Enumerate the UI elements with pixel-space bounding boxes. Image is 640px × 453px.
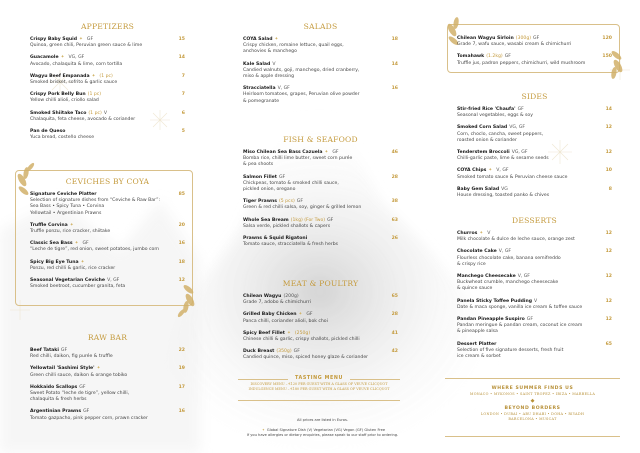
menu-item [457,187,612,199]
item-diet: GF [86,37,94,42]
item-price: 65 [605,341,612,347]
item-portion: (1 pc) [87,92,102,98]
section-title: MEAT & POULTRY [282,279,359,288]
item-description: Chilli-garlic paste, lime & sesame seeds [457,156,549,162]
menu-item [457,249,612,268]
star-icon: ✦ [287,330,291,336]
item-price: 10 [605,168,612,174]
item-description: chalaquita & fresh herbs [30,397,87,403]
item-diet: (200g) [283,294,299,299]
item-price: 14 [605,107,612,112]
tasting-line: DISCOVERY MENU – €120 PER GUEST WITH A GLASS OF VEUVE CLICQUOT [250,382,388,386]
item-name: Spicy Big Eye Tuna [30,259,79,265]
item-diet: GF [533,36,540,41]
item-portion: (300g) [515,36,532,41]
item-price: 26 [391,236,398,242]
item-description: Yuca bread, costeño cheese [30,135,95,141]
divider [350,379,400,380]
allergy-note: If you have allergies or dietary enquiries, please speak to our staff prior to ordering. [246,433,399,437]
item-name: Spicy Beef Fillet [243,330,285,336]
item-description: Candied walnuts, goji, manchego, dried cranberry, [243,67,360,73]
item-description: Bomba rice, chilli lime butter, sweet corn purée [243,156,353,162]
beyond-locations: LONDON • DUBAI • ABU DHABI • DOHA • RIYADH [480,412,585,416]
item-name: Chocolate Cake [457,249,497,255]
menu-item [457,299,612,311]
menu-item [457,168,612,180]
item-description: Red chilli, daikon, fig purée & truffle [30,354,113,360]
item-portion: (250g) [294,330,311,336]
item-description: Chickpeas, tomato & smoked chilli sauce, [243,180,339,186]
menu-item [243,199,398,211]
star-icon: ✦ [60,55,65,61]
item-diet: VG, GF [68,55,85,61]
menu-item [243,86,398,105]
item-price: 5 [181,129,185,135]
item-description: Sweet Potato “leche de tigre”, yellow chilli, [30,391,130,397]
section-meat [243,279,398,368]
item-name: COYA Salad [243,37,273,42]
menu-item [30,55,185,67]
item-price: 12 [605,298,612,304]
item-name: Guacamole [30,55,59,61]
item-price: 150 [602,54,612,60]
item-price: 65 [391,294,398,299]
item-description: Sea Bass • Spicy Tuna • Corvina [30,204,105,210]
item-name: Whole Sea Bream [243,217,289,223]
menu-item [30,192,185,217]
menu-item [457,107,612,119]
prices-note: All prices are listed in Euros. [296,418,348,422]
diet-legend: ✦ Global Signature Dish (V) Vegetarian (VG) Vegan (GF) Gluten Free [261,428,386,432]
item-diet: GF [83,409,90,415]
item-price: 15 [178,37,185,42]
menu-item [457,36,612,48]
item-description: & pomegranate [243,98,280,104]
menu-item [457,231,612,243]
item-name: Signature Ceviche Platter [30,192,97,197]
item-price: 22 [178,348,185,353]
star-icon: ✦ [69,222,74,228]
section-title: RAW BAR [87,333,128,342]
item-description: & pea shoots [243,162,274,168]
menu-item [457,274,612,293]
item-diet: V, GF [277,86,290,92]
item-diet: GF [526,317,533,323]
item-diet: V [272,61,276,67]
menu-item [243,312,398,324]
item-description: Pandan meringue & pandan cream, coconut ice cream [457,323,583,329]
item-description: Grade 7, adobo & chimichurri [243,300,311,306]
item-name: Truffle Corvina [30,222,68,228]
item-diet: GF [504,54,511,60]
item-description: Panca chilli, coriander alioli, bok choi [243,318,328,324]
item-name: Yellowtail 'Sashimi Style' [30,366,95,372]
item-name: Manchego Cheesecake [457,274,516,280]
item-diet: V, GF [498,249,512,255]
item-description: Smoked beetroot, cucumber granita, feta [30,284,126,290]
item-description: Date & maca sponge, vanilla ice cream & toffee sauce [457,304,583,310]
menu-item [457,125,612,144]
item-name: Kale Salad [243,61,271,67]
menu-item [30,37,185,49]
item-description: anchovies & manchego [243,49,297,55]
item-price: 14 [178,55,185,61]
item-description: & pineapple salsa [457,329,498,335]
section-ceviches [30,177,185,296]
item-description: Yellow chilli alioli, criollo salad [30,98,99,104]
item-description: pickled onion, oregano [243,187,296,193]
item-diet: VG [501,186,508,192]
menu-item [457,317,612,336]
item-diet: VG, GF [511,150,528,156]
item-price: 18 [391,37,398,42]
item-price: 63 [391,217,398,223]
item-name: Prawns & Squid Rigatoni [243,236,308,242]
diamond-icon: ◆ [530,398,535,404]
item-diet: V, GF [496,168,509,174]
item-name: Crispy Baby Squid [30,37,78,42]
item-description: Salsa verde, pickled shallots & capers [243,223,331,229]
menu-item [457,54,612,66]
divider [238,400,400,401]
tasting-title: TASTING MENU [295,376,343,381]
star-icon: ✦ [91,73,96,79]
item-name: Chilean Wagyu [243,294,282,299]
item-price: 16 [178,241,185,247]
menu-item [30,348,185,360]
menu-item [243,294,398,306]
star-icon: ✦ [96,366,101,372]
item-diet: V [487,231,491,236]
item-price: 41 [391,330,398,336]
item-price: 18 [178,259,185,265]
item-price: 8 [608,186,612,192]
item-description: Green chilli sauce, daikon & orange tobiko [30,372,128,378]
item-portion: (1.2kg) [486,54,503,60]
item-description: Buckwheat crumble, manchego cheesecake [457,280,559,286]
star-icon: ✦ [488,168,493,174]
item-description: Selection of five signature desserts, fresh fruit [457,347,564,353]
item-description: Quinoa, green chili, Peruvian green sauce & lime [30,43,143,49]
item-description: Candied quince, miso, spiced honey glaze & coriander [243,355,369,361]
beyond-locations: BARCELONA • MUSCAT [508,417,557,421]
item-diet: GF [327,217,334,223]
item-diet: GF [517,107,524,112]
menu-item [243,218,398,230]
menu-item [243,175,398,194]
menu-item [30,111,185,123]
menu-item [457,150,612,162]
item-diet: GF [278,174,286,180]
beyond-title: BEYOND BORDERS [504,406,561,411]
item-price: 42 [391,349,398,355]
item-description: Green & red chilli salsa, soy, ginger & grilled lemon [243,205,362,211]
item-diet: GF [82,241,89,247]
item-name: Smoked Shiitake Taco [30,110,87,116]
item-price: 12 [605,150,612,156]
menu-item [30,409,185,421]
item-description: miso & apple dressing [243,74,295,80]
item-description: Yellowtail • Argentinian Prawns [30,210,102,216]
item-description: Truffle ponzu, rice cracker, shiitake [30,229,111,235]
star-icon: ✦ [274,37,279,42]
item-price: 14 [391,61,398,67]
item-description: “Leche de tigre”, red onion, sweet potatoes, jumbo corn [30,247,160,253]
item-name: Salmon Fillet [243,174,277,180]
item-portion: (1 pc) [88,110,102,116]
item-description: Smoked brisket, sofrito & garlic sauce [30,80,118,86]
section-title: SALADS [303,22,338,31]
item-name: Tenderstem Broccoli [457,150,510,156]
item-name: Smoked Corn Salad [457,125,508,131]
item-price: 12 [605,231,612,236]
menu-item [30,366,185,378]
item-name: Grilled Baby Chicken [243,312,297,318]
menu-item [243,150,398,169]
section-fish [243,135,398,254]
star-icon: ✦ [74,241,79,247]
item-diet: VG, GF [509,125,526,131]
item-price: 46 [391,150,398,155]
item-portion: (5 pcs) [278,199,295,205]
summer-locations: MONACO • MYKONOS • SAINT TROPEZ • IBIZA • MARBELLA [469,392,596,396]
item-diet: V, GF [517,274,530,280]
item-description: Milk chocolate & dulce de leche sauce, orange zest [457,237,575,243]
menu-item [30,278,185,290]
item-description: Crispy chicken, romaine lettuce, quail eggs, [243,43,344,49]
item-description: Avocado, chalaquita & lime, corn tortilla [30,61,123,67]
item-name: Stir-fried Rice 'Chaufa' [457,107,516,112]
item-name: Hokkaido Scallops [30,384,78,390]
item-price: 12 [178,278,185,284]
item-name: Miso Chilean Sea Bass Cazuela [243,150,323,155]
star-icon: ✦ [479,231,484,236]
section-rawbar [30,333,185,428]
item-name: Pan de Queso [30,129,66,135]
item-price: 12 [605,249,612,255]
item-description: & crispy rice [457,261,486,267]
menu-item [243,62,398,81]
item-diet: GF [296,199,303,205]
section-title [457,21,612,36]
item-price: 12 [605,274,612,280]
item-price: 38 [391,199,398,205]
section-sides [457,92,612,205]
star-icon: ✦ [261,428,265,432]
item-price: 28 [391,174,398,180]
item-price: 6 [181,110,185,116]
item-name: Stracciatella [243,86,276,92]
item-name: Beef Tataki [30,348,59,353]
menu-item [243,349,398,361]
item-name: Seasonal Vegetarian Ceviche [30,278,106,284]
item-description: roasted onion & coriander [457,137,517,143]
item-price: 85 [178,192,185,197]
section-desserts [457,216,612,366]
menu-item [243,236,398,248]
item-description: & quince sauce [457,286,493,292]
item-description: Heirloom tomatoes, grapes, Peruvian olive powder [243,92,360,98]
item-price: 17 [178,384,185,390]
item-description: Smoked tomato sauce & Peruvian cheese sauce [457,174,568,180]
menu-item [30,223,185,235]
section-grill [457,21,612,73]
item-name: Tomahawk [457,54,485,60]
item-portion: (1kg) (For Two) [290,217,326,223]
section-title: SIDES [521,92,548,101]
menu-item [243,331,398,343]
item-description: Selection of signature dishes from “Ceviche & Raw Bar”: [30,198,161,204]
item-name: Churros [457,231,478,236]
menu-item [30,385,185,404]
item-name: Baby Gem Salad [457,186,500,192]
item-price: 19 [178,366,185,372]
item-price: 12 [605,317,612,323]
item-name: Wagyu Beef Empanada [30,73,90,79]
item-name: COYA Chips [457,168,487,174]
section-title: DESSERTS [512,216,557,225]
item-price: 16 [178,409,185,415]
menu-item [30,74,185,86]
divider [238,379,288,380]
item-portion: (350g) [276,349,292,355]
item-name: Classic Sea Bass [30,241,73,247]
menu-item [243,37,398,56]
item-description: ice cream & sorbet [457,354,501,360]
item-price: 7 [181,73,185,79]
item-diet: V, GF [107,278,120,284]
item-diet: GF [293,349,300,355]
tasting-menu [238,376,400,392]
item-description: Grade 7, wafu sauce, wasabi cream & chimichurri [457,42,572,48]
summer-title: WHERE SUMMER FINDS US [491,386,574,391]
section-salads [243,22,398,111]
item-name: Tiger Prawns [243,199,277,205]
item-portion: (1 pc) [99,73,113,79]
menu-item [30,92,185,104]
menu-item [30,260,185,272]
item-name: Panela Sticky Toffee Pudding [457,298,533,304]
star-icon: ✦ [79,37,83,42]
item-diet: GF [306,312,313,318]
item-diet: GF [60,348,68,353]
section-appetizers [30,22,185,147]
item-description: Chalaquita, feta cheese, avocado & coriander [30,116,136,122]
item-name: Duck Breast [243,349,275,355]
item-price: 16 [391,86,398,92]
item-name: Chilean Wagyu Sirloin [457,36,514,41]
item-price: 7 [181,92,185,98]
item-price: 20 [178,222,185,228]
star-icon: ✦ [80,259,85,265]
item-description: House dressing, toasted panko & chives [457,193,550,199]
item-price: 12 [605,125,612,131]
tasting-line: INDULGENCE MENU – €180 PER GUEST WITH A GLASS OF VEUVE CLICQUOT [248,387,390,391]
item-diet: GF [332,150,339,155]
section-title: FISH & SEAFOOD [283,135,358,144]
item-description: Tomato gazpacho, pink pepper corn, prawn cracker [30,415,148,421]
item-price: 120 [602,36,612,41]
item-description: Tomato sauce, stracciatella & fresh herbs [243,242,339,248]
item-name: Crispy Pork Belly Bun [30,92,86,98]
item-description: Chinese chilli & garlic, crispy shallots, pickled chilli [243,337,360,343]
item-name: Pandan Pineapple Suspiro [457,317,525,323]
item-price: 28 [391,312,398,318]
menu-item [457,342,612,361]
section-title: CEVICHES BY COYA [65,177,150,186]
item-description: Ponzu, red chilli & garlic, rice cracker [30,265,116,271]
locations [445,378,620,437]
item-name: Argentinian Prawns [30,409,82,415]
item-diet: GF [79,384,86,390]
item-description: Corn, choclo, cancha, sweet peppers, [457,131,544,137]
item-description: Truffle jus, padron peppers, chimichurri, wild mushroom [457,60,586,66]
menu-item [30,241,185,253]
section-title: APPETIZERS [80,22,135,31]
item-name: Dessert Platter [457,341,497,347]
item-diet: V [103,110,107,116]
item-description: Seasonal vegetables, eggs & soy [457,113,533,119]
item-diet: V [534,298,538,304]
star-icon: ✦ [324,150,329,155]
menu-item [30,129,185,141]
star-icon: ✦ [298,312,303,318]
item-description: Flourless chocolate cake, banana semifreddo [457,255,561,261]
